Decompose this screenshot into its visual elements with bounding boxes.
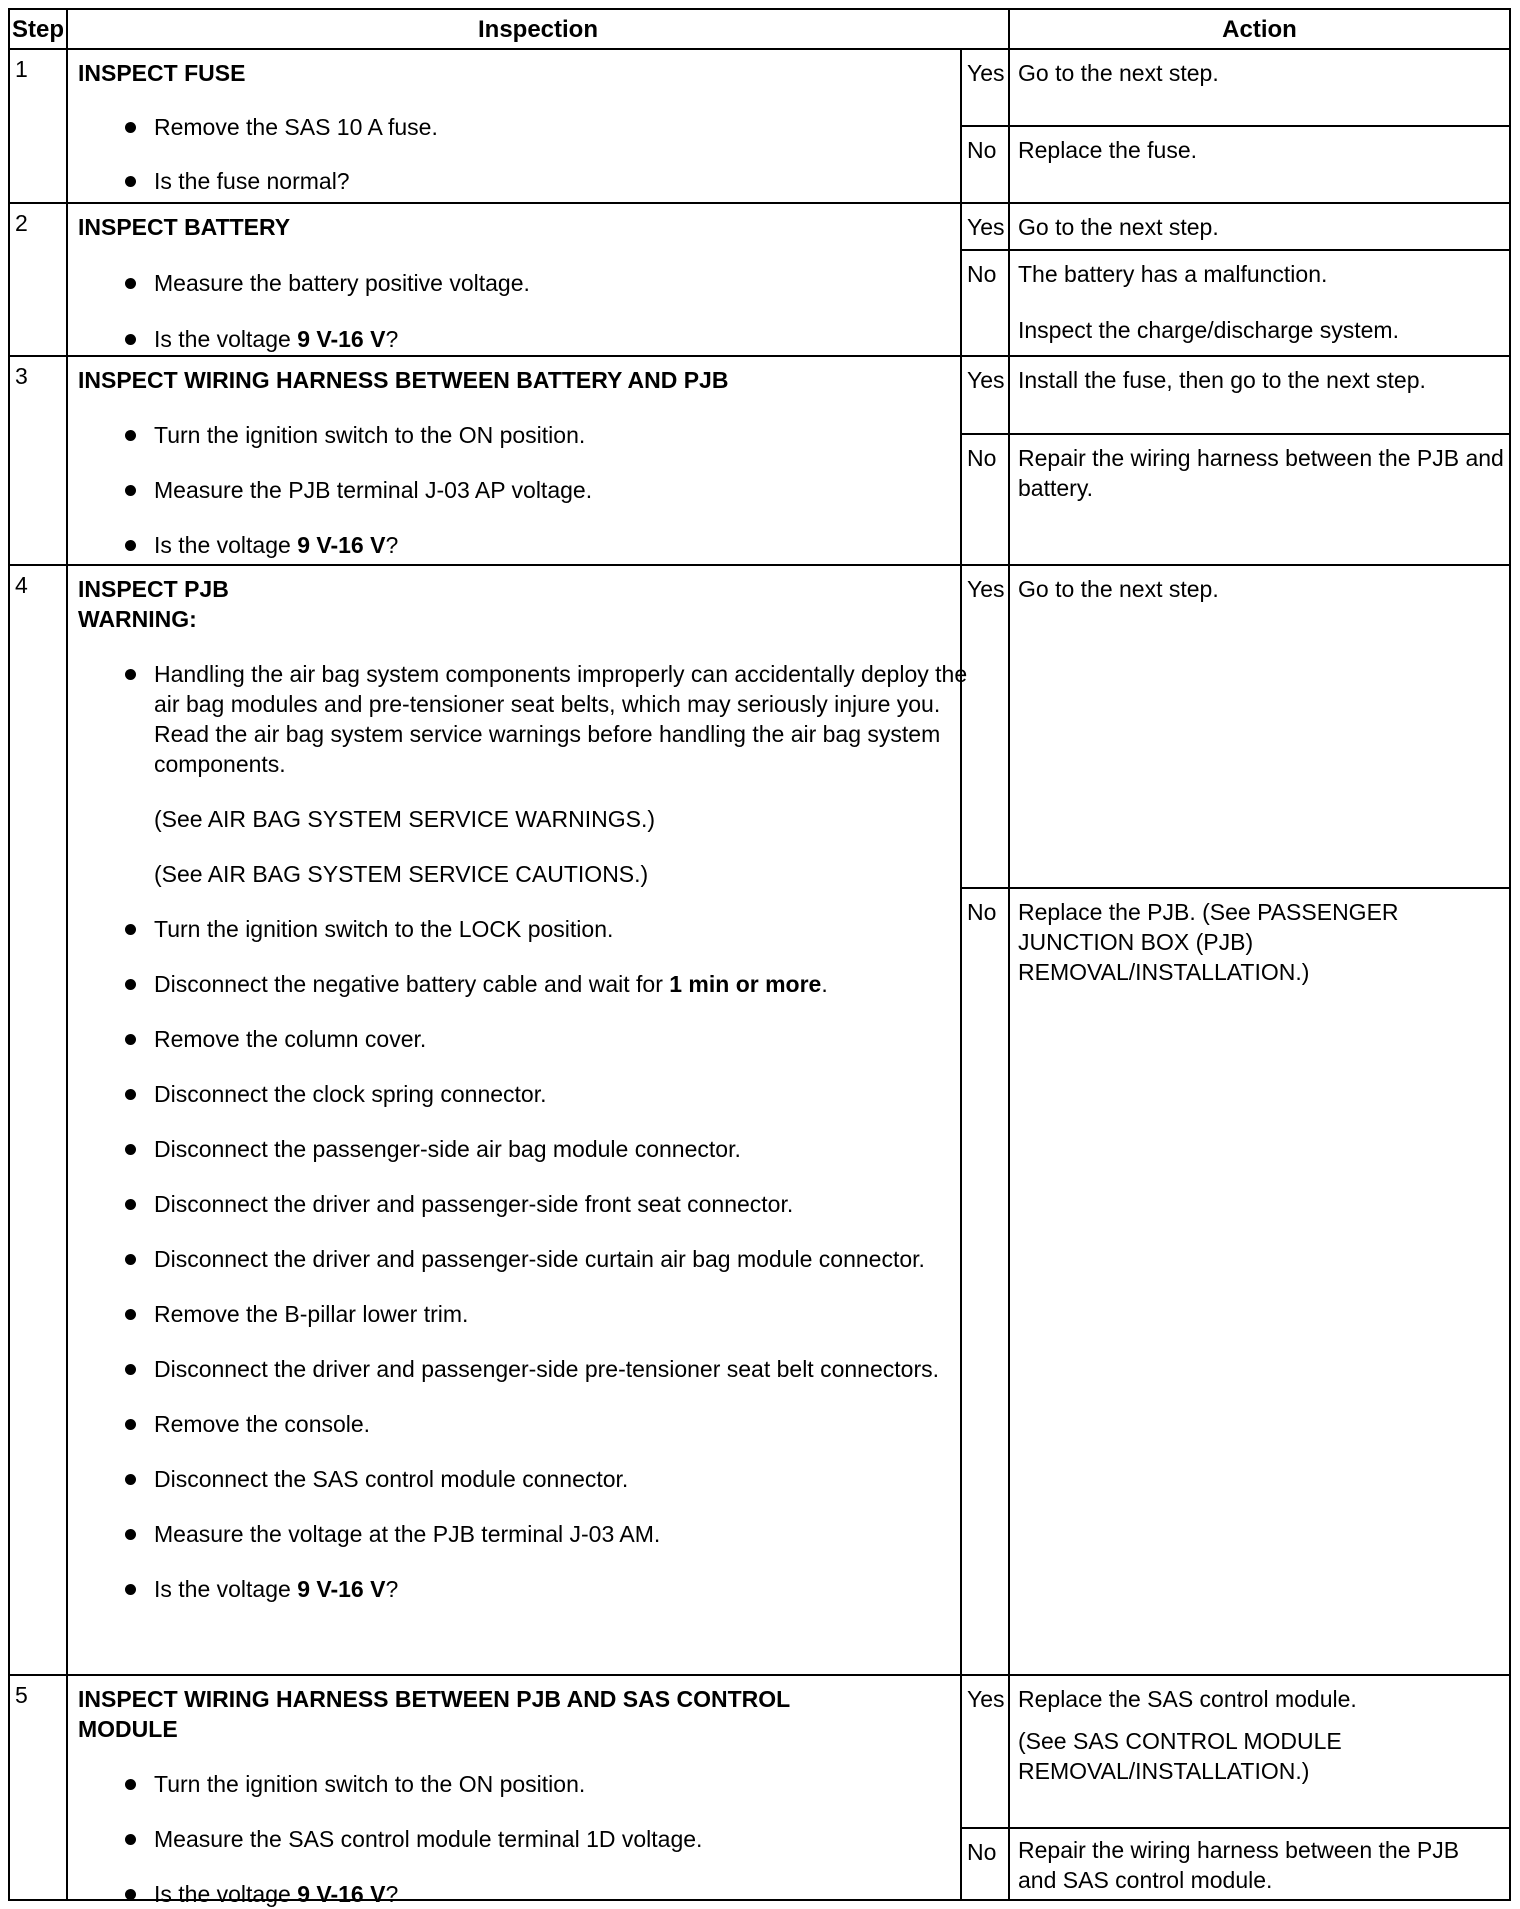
header-inspection: Inspection bbox=[477, 16, 598, 43]
yes-action: Go to the next step. bbox=[1018, 214, 1219, 240]
bullet-item: Measure the SAS control module terminal 1D voltage. bbox=[78, 1824, 868, 1854]
bullet-item: Measure the PJB terminal J-03 AP voltage. bbox=[78, 475, 968, 505]
yes-label: Yes bbox=[967, 576, 1005, 602]
inspection-cell bbox=[68, 357, 968, 560]
yes-action: Replace the SAS control module. (See SAS CONTROL MODULE REMOVAL/INSTALLATION.) bbox=[1018, 1686, 1357, 1784]
bullet-item: Is the voltage 9 V-16 V? bbox=[78, 1879, 868, 1909]
inspection-cell bbox=[68, 566, 968, 1604]
no-action: Replace the fuse. bbox=[1018, 137, 1198, 163]
warning-text: Handling the air bag system components improperly can accidentally deploy the air bag modules and pre-tensioner seat belts, which may seriously injure you. Read the air bag system service warnings before handling the air bag system components. bbox=[78, 659, 968, 779]
step-title: INSPECT WIRING HARNESS BETWEEN BATTERY AND PJB bbox=[78, 367, 729, 393]
see-reference: (See AIR BAG SYSTEM SERVICE CAUTIONS.) bbox=[154, 861, 649, 887]
bullet-item: Disconnect the passenger-side air bag module connector. bbox=[78, 1134, 968, 1164]
bullet-item: Remove the console. bbox=[78, 1409, 968, 1439]
see-reference: (See AIR BAG SYSTEM SERVICE WARNINGS.) bbox=[154, 806, 656, 832]
step-number: 2 bbox=[15, 210, 28, 236]
step-number: 5 bbox=[15, 1682, 28, 1708]
header-action: Action bbox=[1222, 16, 1297, 43]
step-title: INSPECT FUSE bbox=[78, 60, 246, 86]
yes-label: Yes bbox=[967, 214, 1005, 240]
bullet-item: Is the voltage 9 V-16 V? bbox=[78, 1574, 968, 1604]
inspection-cell bbox=[68, 50, 968, 196]
no-label: No bbox=[967, 1839, 997, 1865]
no-action: The battery has a malfunction. Inspect the charge/discharge system. bbox=[1018, 261, 1399, 343]
step-number: 4 bbox=[15, 572, 28, 598]
yes-action: Install the fuse, then go to the next step. bbox=[1018, 367, 1426, 393]
step-title: INSPECT WIRING HARNESS BETWEEN PJB AND SAS CONTROL MODULE bbox=[78, 1686, 790, 1742]
bullet-item: Remove the column cover. bbox=[78, 1024, 968, 1054]
inspection-cell bbox=[68, 1676, 868, 1909]
step-number: 3 bbox=[15, 363, 28, 389]
bullet-item: Remove the B-pillar lower trim. bbox=[78, 1299, 968, 1329]
bullet-item: Is the voltage 9 V-16 V? bbox=[78, 530, 968, 560]
step-title: INSPECT BATTERY bbox=[78, 214, 291, 240]
warning-label: WARNING: bbox=[78, 606, 197, 632]
no-label: No bbox=[967, 261, 997, 287]
no-action: Repair the wiring harness between the PJB and SAS control module. bbox=[1018, 1837, 1460, 1893]
bullet-item: Disconnect the driver and passenger-side front seat connector. bbox=[78, 1189, 968, 1219]
no-label: No bbox=[967, 445, 997, 471]
no-label: No bbox=[967, 899, 997, 925]
bullet-item: Disconnect the driver and passenger-side curtain air bag module connector. bbox=[78, 1244, 968, 1274]
bullet-item: Disconnect the negative battery cable and wait for 1 min or more. bbox=[78, 969, 968, 999]
bullet-item: Remove the SAS 10 A fuse. bbox=[78, 112, 968, 142]
bullet-item: Disconnect the clock spring connector. bbox=[78, 1079, 968, 1109]
no-action: Repair the wiring harness between the PJB and battery. bbox=[1018, 445, 1504, 501]
step-title: INSPECT PJB bbox=[78, 576, 229, 602]
bullet-item: Measure the battery positive voltage. bbox=[78, 268, 968, 298]
bullet-item: Measure the voltage at the PJB terminal J-03 AM. bbox=[78, 1519, 968, 1549]
yes-label: Yes bbox=[967, 367, 1005, 393]
no-action: Replace the PJB. (See PASSENGER JUNCTION BOX (PJB) REMOVAL/INSTALLATION.) bbox=[1018, 899, 1399, 985]
header-step: Step bbox=[11, 16, 64, 43]
step-number: 1 bbox=[15, 56, 28, 82]
yes-action: Go to the next step. bbox=[1018, 60, 1219, 86]
bullet-item: Disconnect the driver and passenger-side pre-tensioner seat belt connectors. bbox=[78, 1354, 968, 1384]
bullet-item: Turn the ignition switch to the LOCK position. bbox=[78, 914, 968, 944]
inspection-cell bbox=[68, 204, 968, 354]
bullet-item: Turn the ignition switch to the ON position. bbox=[78, 420, 968, 450]
troubleshooting-table bbox=[8, 8, 1511, 1907]
no-label: No bbox=[967, 137, 997, 163]
yes-label: Yes bbox=[967, 60, 1005, 86]
yes-label: Yes bbox=[967, 1686, 1005, 1712]
bullet-item: Turn the ignition switch to the ON position. bbox=[78, 1769, 868, 1799]
yes-action: Go to the next step. bbox=[1018, 576, 1219, 602]
bullet-item: Disconnect the SAS control module connector. bbox=[78, 1464, 968, 1494]
bullet-item: Is the voltage 9 V-16 V? bbox=[78, 324, 968, 354]
bullet-item: Is the fuse normal? bbox=[78, 166, 968, 196]
